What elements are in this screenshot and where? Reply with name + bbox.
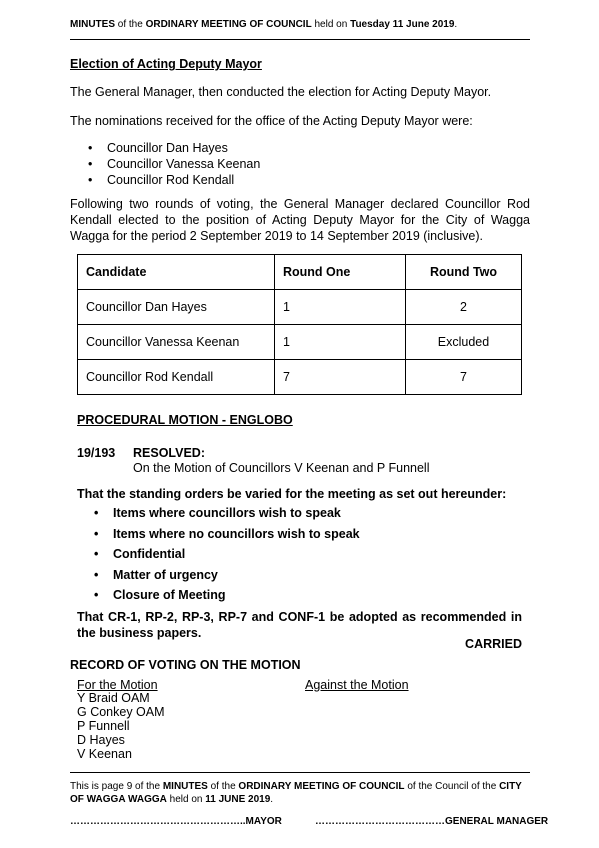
bullet-icon: • bbox=[88, 157, 93, 171]
table-header-row bbox=[78, 255, 522, 290]
table-cell: Councillor Dan Hayes bbox=[78, 290, 275, 325]
table-cell: 1 bbox=[275, 290, 406, 325]
nominee-name: Councillor Vanessa Keenan bbox=[107, 157, 261, 171]
page-header bbox=[70, 19, 457, 30]
motion-item-list bbox=[77, 503, 360, 606]
footer-text: . bbox=[270, 794, 274, 805]
table-row bbox=[78, 290, 522, 325]
motion-resolved: RESOLVED: bbox=[133, 446, 205, 460]
bullet-icon: • bbox=[88, 141, 93, 155]
motion-item: Matter of urgency bbox=[113, 567, 218, 582]
header-text: . bbox=[454, 19, 458, 30]
table-row bbox=[78, 325, 522, 360]
header-text: held on bbox=[311, 19, 351, 30]
header-rule bbox=[70, 39, 530, 40]
bullet-icon: • bbox=[94, 506, 99, 520]
motion-mover: On the Motion of Councillors V Keenan and P Funnell bbox=[133, 461, 430, 475]
column-header: Round Two bbox=[406, 255, 522, 290]
header-date: Tuesday 11 June 2019 bbox=[350, 19, 455, 30]
for-motion-list bbox=[77, 691, 165, 761]
motion-item: Confidential bbox=[113, 547, 186, 561]
motion-intro: That the standing orders be varied for the meeting as set out hereunder: bbox=[77, 487, 507, 501]
column-header: Round One bbox=[275, 255, 406, 290]
header-minutes: MINUTES bbox=[70, 19, 115, 30]
footer-text: held on bbox=[166, 794, 206, 805]
table-cell: Councillor Vanessa Keenan bbox=[78, 325, 275, 360]
list-item: Y Braid OAM bbox=[77, 691, 150, 705]
list-item: V Keenan bbox=[77, 747, 132, 761]
bullet-icon: • bbox=[94, 588, 99, 602]
footer-minutes: MINUTES bbox=[162, 781, 208, 792]
list-item bbox=[70, 140, 260, 156]
mayor-signature-line: ……………………………………………..MAYOR bbox=[70, 816, 282, 827]
footer-date: 11 JUNE 2019 bbox=[205, 794, 271, 805]
list-item bbox=[77, 524, 360, 545]
nominee-name: Councillor Rod Kendall bbox=[107, 173, 235, 187]
column-header: Candidate bbox=[78, 255, 275, 290]
list-item bbox=[70, 156, 260, 172]
election-title: Election of Acting Deputy Mayor bbox=[70, 57, 262, 71]
motion-result: CARRIED bbox=[465, 637, 522, 651]
motion-item: Items where no councillors wish to speak bbox=[113, 526, 360, 541]
bullet-icon: • bbox=[88, 173, 93, 187]
list-item: P Funnell bbox=[77, 719, 130, 733]
table-cell: 2 bbox=[406, 290, 522, 325]
header-text: of the bbox=[115, 19, 146, 30]
table-cell: Councillor Rod Kendall bbox=[78, 360, 275, 395]
table-cell: 7 bbox=[275, 360, 406, 395]
table-cell: 1 bbox=[275, 325, 406, 360]
list-item bbox=[77, 565, 360, 586]
against-motion-label: Against the Motion bbox=[305, 678, 409, 692]
list-item bbox=[77, 544, 360, 565]
voting-table bbox=[77, 254, 522, 395]
footer-rule bbox=[70, 772, 530, 773]
footer-meeting: ORDINARY MEETING OF COUNCIL bbox=[238, 781, 405, 792]
nominee-name: Councillor Dan Hayes bbox=[107, 141, 228, 155]
list-item bbox=[77, 503, 360, 524]
motion-adoption: That CR-1, RP-2, RP-3, RP-7 and CONF-1 be adopted as recommended in the business papers. bbox=[77, 610, 522, 640]
bullet-icon: • bbox=[94, 567, 99, 582]
header-meeting: ORDINARY MEETING OF COUNCIL bbox=[145, 19, 312, 30]
election-para-1: The General Manager, then conducted the election for Acting Deputy Mayor. bbox=[70, 85, 492, 99]
list-item bbox=[70, 172, 260, 188]
table-cell: Excluded bbox=[406, 325, 522, 360]
motion-item: Closure of Meeting bbox=[113, 588, 226, 602]
footer-text: of the bbox=[207, 781, 239, 792]
page-footer-text bbox=[70, 780, 530, 806]
motion-number: 19/193 bbox=[77, 446, 116, 460]
bullet-icon: • bbox=[94, 526, 99, 541]
footer-text: of the Council of the bbox=[404, 781, 500, 792]
motion-title: PROCEDURAL MOTION - ENGLOBO bbox=[77, 413, 293, 427]
record-title: RECORD OF VOTING ON THE MOTION bbox=[70, 658, 301, 672]
general-manager-signature-line: …………………………………GENERAL MANAGER bbox=[315, 816, 549, 827]
bullet-icon: • bbox=[94, 547, 99, 561]
election-para-3: Following two rounds of voting, the General Manager declared Councillor Rod Kendall elected to the position of Acting Deputy Mayor for the City of Wagga Wagga for the period 2 September 2019 to 14 September 2019 (inclusive). bbox=[70, 197, 530, 243]
list-item: D Hayes bbox=[77, 733, 125, 747]
list-item bbox=[77, 585, 360, 606]
table-cell: 7 bbox=[406, 360, 522, 395]
nominee-list bbox=[70, 140, 260, 188]
for-motion-label: For the Motion bbox=[77, 678, 158, 692]
footer-text: This is page 9 of the bbox=[70, 781, 163, 792]
footer-city: CITY OF WAGGA WAGGA bbox=[70, 781, 522, 805]
table-row bbox=[78, 360, 522, 395]
election-para-2: The nominations received for the office of the Acting Deputy Mayor were: bbox=[70, 114, 473, 128]
list-item: G Conkey OAM bbox=[77, 705, 165, 719]
motion-item: Items where councillors wish to speak bbox=[113, 506, 341, 520]
